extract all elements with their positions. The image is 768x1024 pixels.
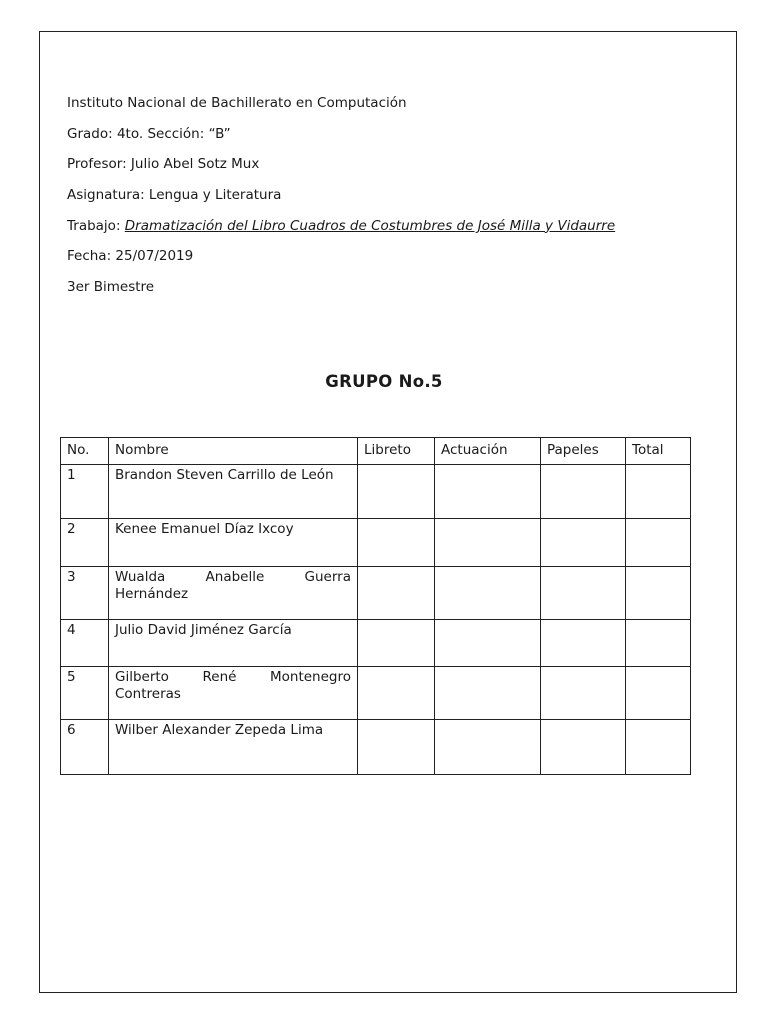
cell-libreto — [358, 667, 435, 720]
cell-no: 4 — [61, 620, 109, 667]
cell-name: Gilberto René Montenegro Contreras — [109, 667, 358, 720]
column-header-libreto: Libreto — [358, 438, 435, 465]
cell-no: 2 — [61, 519, 109, 567]
cell-libreto — [358, 519, 435, 567]
cell-libreto — [358, 567, 435, 620]
table-row — [61, 567, 691, 620]
table-row — [61, 720, 691, 775]
column-header-name: Nombre — [109, 438, 358, 465]
cell-name: Kenee Emanuel Díaz Ixcoy — [109, 519, 358, 567]
cell-papeles — [541, 465, 626, 519]
work-label: Trabajo: — [67, 217, 125, 234]
cell-no: 5 — [61, 667, 109, 720]
cell-libreto — [358, 465, 435, 519]
date-line: Fecha: 25/07/2019 — [67, 248, 194, 265]
cell-name: Wilber Alexander Zepeda Lima — [109, 720, 358, 775]
table-row — [61, 620, 691, 667]
teacher-line: Profesor: Julio Abel Sotz Mux — [67, 156, 260, 173]
grades-table — [60, 437, 691, 775]
cell-actuacion — [435, 720, 541, 775]
cell-papeles — [541, 519, 626, 567]
cell-libreto — [358, 620, 435, 667]
column-header-actuacion: Actuación — [435, 438, 541, 465]
cell-no: 6 — [61, 720, 109, 775]
cell-total — [626, 620, 691, 667]
cell-papeles — [541, 620, 626, 667]
cell-name: Julio David Jiménez García — [109, 620, 358, 667]
institution-line: Instituto Nacional de Bachillerato en Computación — [67, 95, 407, 111]
group-title: GRUPO No.5 — [325, 372, 443, 391]
cell-papeles — [541, 567, 626, 620]
cell-name: Brandon Steven Carrillo de León — [109, 465, 358, 519]
cell-papeles — [541, 667, 626, 720]
column-header-papeles: Papeles — [541, 438, 626, 465]
cell-total — [626, 519, 691, 567]
cell-no: 1 — [61, 465, 109, 519]
cell-papeles — [541, 720, 626, 775]
work-title: Dramatización del Libro Cuadros de Costumbres de José Milla y Vidaurre — [124, 217, 616, 234]
cell-libreto — [358, 720, 435, 775]
cell-total — [626, 465, 691, 519]
cell-total — [626, 667, 691, 720]
table-row — [61, 465, 691, 519]
cell-name: Wualda Anabelle Guerra Hernández — [109, 567, 358, 620]
cell-total — [626, 567, 691, 620]
table-row — [61, 519, 691, 567]
term-line: 3er Bimestre — [67, 279, 155, 296]
cell-actuacion — [435, 465, 541, 519]
cell-actuacion — [435, 667, 541, 720]
subject-line: Asignatura: Lengua y Literatura — [67, 187, 282, 204]
cell-no: 3 — [61, 567, 109, 620]
cell-actuacion — [435, 519, 541, 567]
cell-total — [626, 720, 691, 775]
column-header-no: No. — [61, 438, 109, 465]
cell-actuacion — [435, 620, 541, 667]
cell-actuacion — [435, 567, 541, 620]
table-header-row — [61, 438, 691, 465]
table-row — [61, 667, 691, 720]
column-header-total: Total — [626, 438, 691, 465]
work-line — [67, 216, 707, 247]
document-header — [67, 93, 707, 308]
grade-section-line: Grado: 4to. Sección: “B” — [67, 125, 231, 142]
